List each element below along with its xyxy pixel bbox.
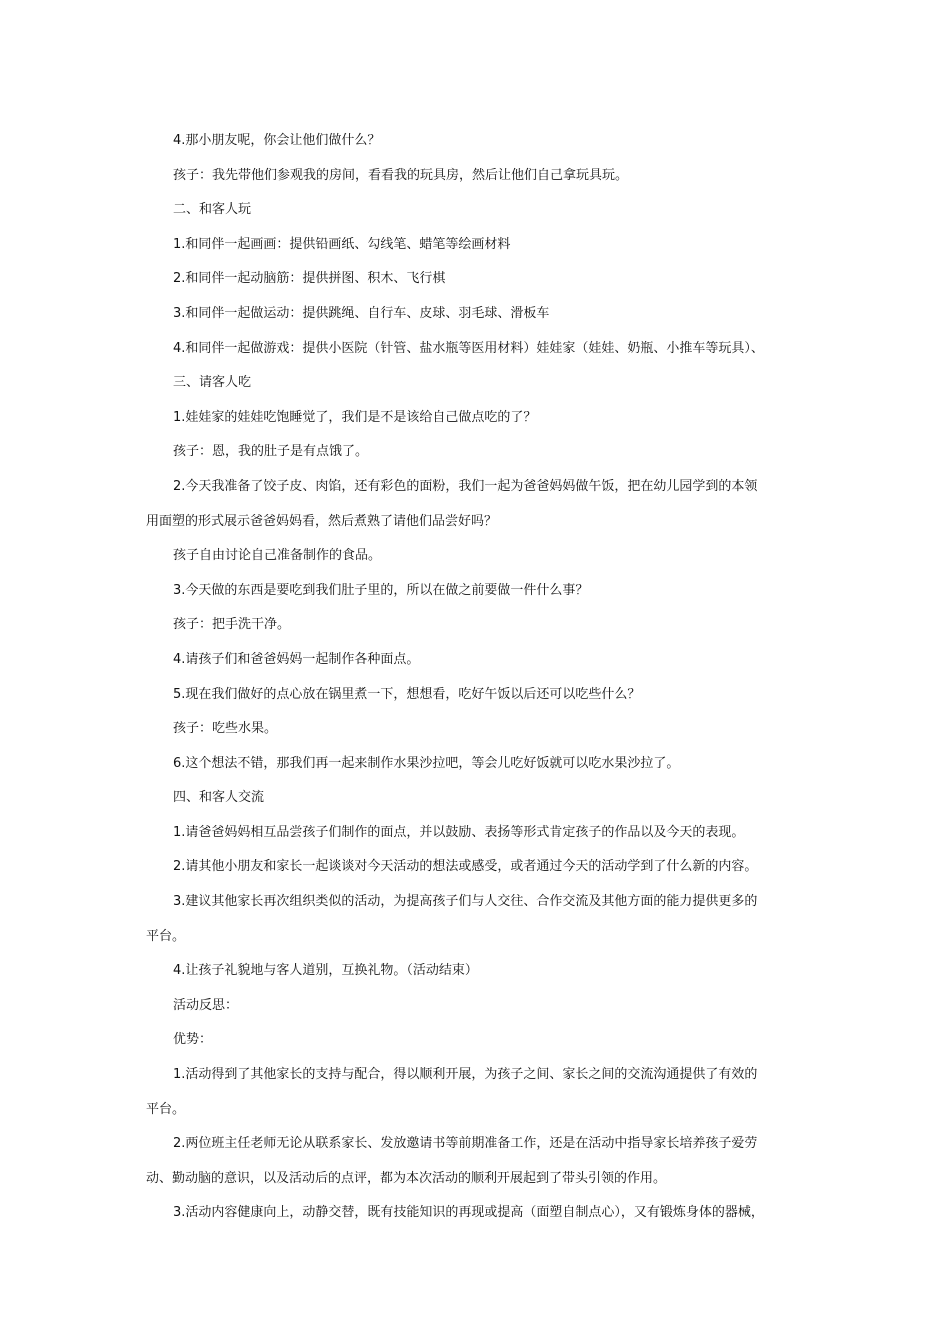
paragraph: 孩子自由讨论自己准备制作的食品。 <box>173 548 382 564</box>
document-body <box>146 124 808 1231</box>
list-item: 2.和同伴一起动脑筋：提供拼图、积木、飞行棋 <box>173 271 446 287</box>
list-item: 3.和同伴一起做运动：提供跳绳、自行车、皮球、羽毛球、滑板车 <box>173 305 550 321</box>
list-item: 1.娃娃家的娃娃吃饱睡觉了，我们是不是该给自己做点吃的了？ <box>173 409 537 425</box>
list-item: 1.和同伴一起画画：提供铅画纸、勾线笔、蜡笔等绘画材料 <box>173 236 511 252</box>
dialogue-line: 孩子：我先带他们参观我的房间，看看我的玩具房，然后让他们自己拿玩具玩。 <box>173 167 629 183</box>
list-item-continuation: 用面塑的形式展示爸爸妈妈看，然后煮熟了请他们品尝好吗？ <box>146 513 498 529</box>
list-item: 5.现在我们做好的点心放在锅里煮一下，想想看，吃好午饭以后还可以吃些什么？ <box>173 686 641 702</box>
dialogue-line: 孩子：吃些水果。 <box>173 721 278 737</box>
dialogue-line: 孩子：恩，我的肚子是有点饿了。 <box>173 444 369 460</box>
list-item: 3.建议其他家长再次组织类似的活动，为提高孩子们与人交往、合作交流及其他方面的能力提供更多的 <box>173 894 758 910</box>
section-heading: 活动反思： <box>173 997 239 1013</box>
list-item-continuation: 动、勤动脑的意识，以及活动后的点评，都为本次活动的顺利开展起到了带头引领的作用。 <box>146 1170 667 1186</box>
list-item: 1.活动得到了其他家长的支持与配合，得以顺利开展，为孩子之间、家长之间的交流沟通提供了有效的 <box>173 1067 758 1083</box>
list-item-continuation: 平台。 <box>146 1101 186 1117</box>
dialogue-line: 孩子：把手洗干净。 <box>173 617 291 633</box>
section-heading: 三、请客人吃 <box>173 375 252 391</box>
list-item: 2.请其他小朋友和家长一起谈谈对今天活动的想法或感受，或者通过今天的活动学到了什么新的内容。 <box>173 859 758 875</box>
list-item: 6.这个想法不错，那我们再一起来制作水果沙拉吧，等会儿吃好饭就可以吃水果沙拉了。 <box>173 755 680 771</box>
list-item: 4.那小朋友呢，你会让他们做什么？ <box>173 133 381 148</box>
list-item: 1.请爸爸妈妈相互品尝孩子们制作的面点，并以鼓励、表扬等形式肯定孩子的作品以及今天的表现。 <box>173 824 745 840</box>
section-heading: 二、和客人玩 <box>173 202 252 218</box>
list-item: 2.两位班主任老师无论从联系家长、发放邀请书等前期准备工作，还是在活动中指导家长培养孩子爱劳 <box>173 1136 758 1152</box>
subsection-heading: 优势： <box>173 1032 213 1048</box>
list-item: 3.今天做的东西是要吃到我们肚子里的，所以在做之前要做一件什么事？ <box>173 582 589 598</box>
list-item: 4.请孩子们和爸爸妈妈一起制作各种面点。 <box>173 651 420 667</box>
list-item: 3.活动内容健康向上，动静交替，既有技能知识的再现或提高（面塑自制点心），又有锻炼身体的器械， <box>173 1205 764 1221</box>
list-item: 4.和同伴一起做游戏：提供小医院（针管、盐水瓶等医用材料）娃娃家（娃娃、奶瓶、小推车等玩具）、 <box>173 340 764 356</box>
list-item: 4.让孩子礼貌地与客人道别，互换礼物。（活动结束） <box>173 963 478 979</box>
section-heading: 四、和客人交流 <box>173 790 265 806</box>
list-item-continuation: 平台。 <box>146 928 186 944</box>
list-item: 2.今天我准备了饺子皮、肉馅，还有彩色的面粉，我们一起为爸爸妈妈做午饭，把在幼儿园学到的本领 <box>173 478 758 494</box>
